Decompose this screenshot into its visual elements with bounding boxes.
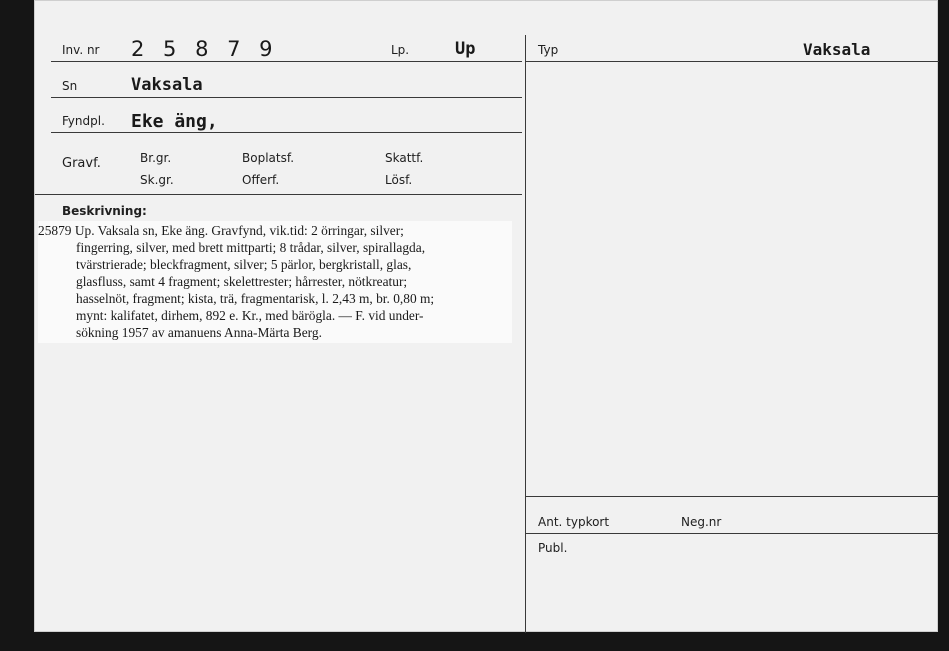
gravf-label: Gravf.: [62, 156, 101, 171]
skgr-label: Sk.gr.: [140, 173, 174, 187]
description-line: 25879 Up. Vaksala sn, Eke äng. Gravfynd, vik.tid: 2 örringar, silver;: [38, 223, 404, 238]
description-line: glasfluss, samt 4 fragment; skelettrester; hårrester, nötkreatur;: [76, 274, 408, 289]
boplatsf-label: Boplatsf.: [242, 151, 295, 165]
inventory-number: 2 5 8 7 9: [131, 37, 279, 61]
neg-nr-label: Neg.nr: [681, 515, 722, 529]
beskrivning-label: Beskrivning:: [62, 204, 147, 218]
scan-border-left: [0, 0, 34, 651]
rule-fyndpl: [51, 132, 522, 133]
fyndpl-label: Fyndpl.: [62, 114, 105, 128]
rule-top: [51, 61, 522, 62]
inv-nr-label: Inv. nr: [62, 43, 100, 57]
description-line: hasselnöt, fragment; kista, trä, fragmentarisk, l. 2,43 m, br. 0,80 m;: [76, 291, 435, 306]
rule-typ: [526, 61, 939, 62]
description-line: fingerring, silver, med brett mittparti; 8 trådar, silver, spirallagda,: [76, 240, 426, 255]
skattf-label: Skattf.: [385, 151, 424, 165]
rule-gravf: [35, 194, 522, 195]
ant-typkort-label: Ant. typkort: [538, 515, 610, 529]
lp-value: Up: [455, 39, 476, 59]
description-line: tvärstrierade; bleckfragment, silver; 5 pärlor, bergkristall, glas,: [76, 257, 412, 272]
sn-label: Sn: [62, 79, 78, 93]
losf-label: Lösf.: [385, 173, 413, 187]
rule-ant-typkort-top: [526, 496, 939, 497]
scan-border-bottom: [0, 632, 949, 651]
column-divider: [525, 35, 526, 633]
rule-ant-typkort-bottom: [526, 533, 939, 534]
offerf-label: Offerf.: [242, 173, 280, 187]
typ-label: Typ: [538, 43, 559, 57]
sn-value: Vaksala: [131, 75, 203, 95]
typ-value: Vaksala: [803, 40, 871, 59]
rule-sn: [51, 97, 522, 98]
scan-border-right: [938, 0, 949, 651]
lp-label: Lp.: [391, 43, 410, 57]
description-line: mynt: kalifatet, dirhem, 892 e. Kr., med bärögla. — F. vid under-: [76, 308, 424, 323]
description-line: sökning 1957 av amanuens Anna-Märta Berg.: [76, 325, 322, 340]
publ-label: Publ.: [538, 541, 568, 555]
fyndpl-value: Eke äng,: [131, 111, 218, 132]
brgr-label: Br.gr.: [140, 151, 172, 165]
description-clipping: [38, 221, 512, 343]
